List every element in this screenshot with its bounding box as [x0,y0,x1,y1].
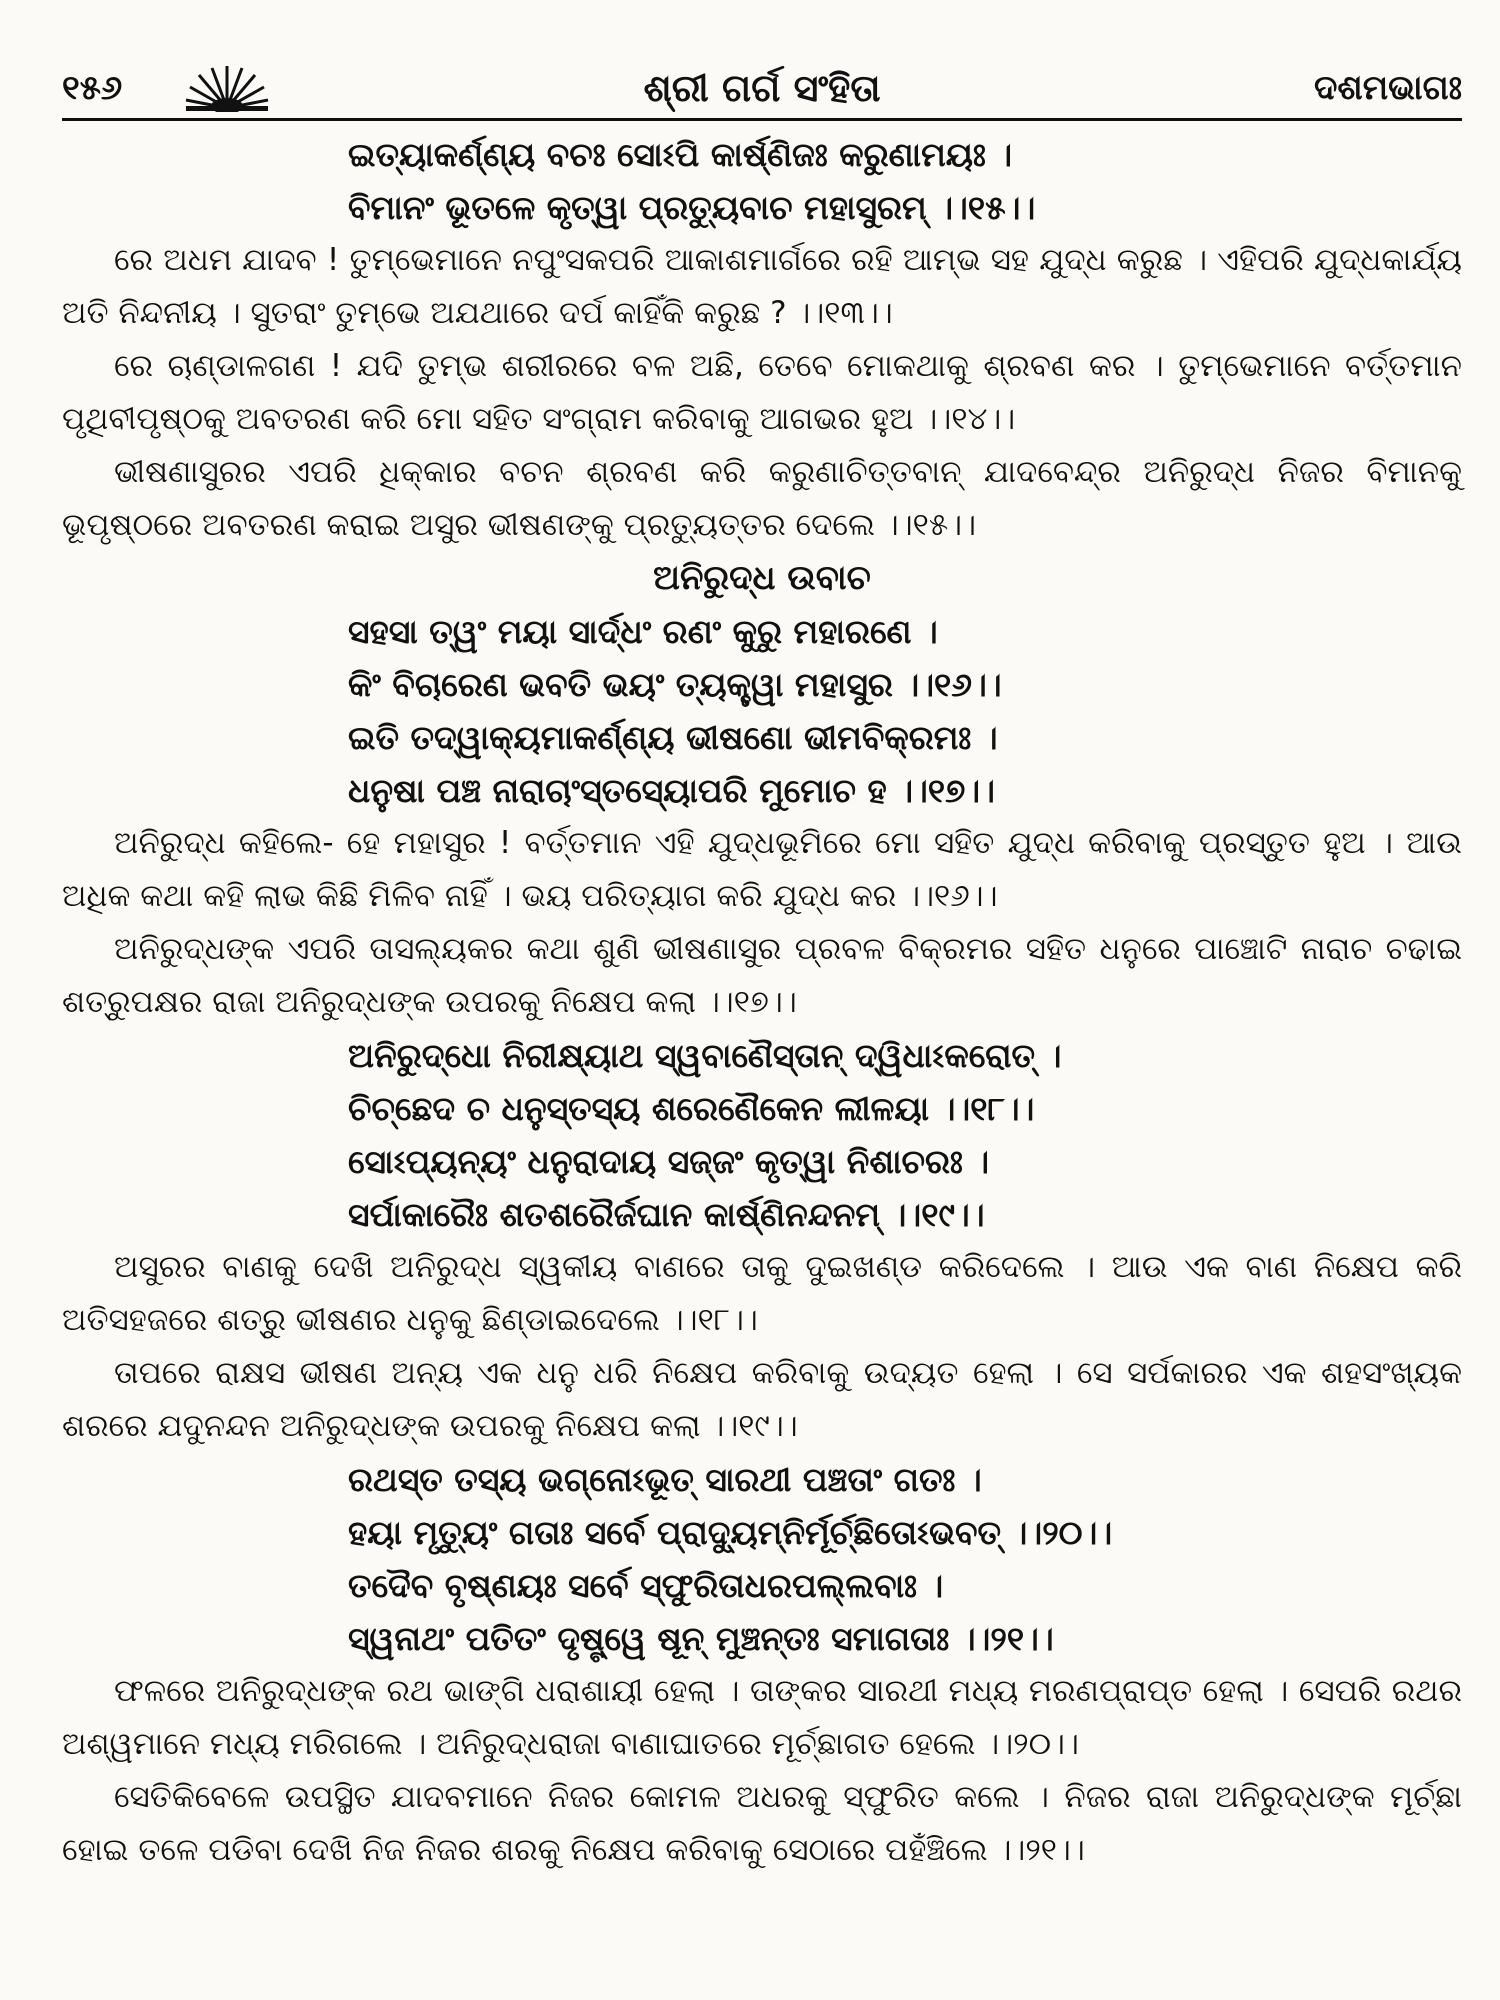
verse-line: ଧନୁଷା ପଞ୍ଚ ନାରାଚାଂସ୍ତସ୍ୟୋପରି ମୁମୋଚ ହ ।।୧୭।। [348,771,995,810]
prose-paragraph: ରେ ଚାଣ୍ଡାଳଗଣ ! ଯଦି ତୁମ୍ଭ ଶରୀରରେ ବଳ ଅଛି, ତେବେ ମୋକଥାକୁ ଶ୍ରବଣ କର । ତୁମ୍ଭେମାନେ ବର୍ତ୍ତମାନ ପୃଥିବୀପୃଷ୍ଠକୁ ଅବତରଣ କରି ମୋ ସହିତ ସଂଗ୍ରାମ କରିବାକୁ ଆଗଭର ହୁଅ ।।୧୪।। [62,348,1462,437]
prose-paragraph: ଫଳରେ ଅନିରୁଦ୍ଧଙ୍କ ରଥ ଭାଙ୍ଗି ଧରାଶାୟୀ ହେଲା । ତାଙ୍କର ସାରଥୀ ମଧ୍ୟ ମରଣପ୍ରାପ୍ତ ହେଲା । ସେପରି ରଥର ଅଶ୍ୱମାନେ ମଧ୍ୟ ମରିଗଲେ । ଅନିରୁଦ୍ଧରାଜା ବାଣାଘାତରେ ମୂର୍ଚ୍ଛାଗତ ହେଲେ ।।୨୦।। [62,1673,1462,1762]
verse-line: ଅନିରୁଦ୍ଧୋ ନିରୀକ୍ଷ୍ୟାଥ ସ୍ୱବାଣୈସ୍ତାନ୍ ଦ୍ୱିଧାଽକରୋତ୍ । [348,1036,1062,1075]
prose-paragraph: ଅନିରୁଦ୍ଧଙ୍କ ଏପରି ତାସଲ୍ୟକର କଥା ଶୁଣି ଭୀଷଣାସୁର ପ୍ରବଳ ବିକ୍ରମର ସହିତ ଧନୁରେ ପାଞ୍ଚୋଟି ନାରାଚ ଚଢାଇ ଶତ୍ରୁପକ୍ଷର ରାଜା ଅନିରୁଦ୍ଧଙ୍କ ଉପରକୁ ନିକ୍ଷେପ କଲା ।।୧୭।। [62,931,1462,1020]
page-body [62,128,1462,1877]
prose-paragraph: ଅନିରୁଦ୍ଧ କହିଲେ- ହେ ମହାସୁର ! ବର୍ତ୍ତମାନ ଏହି ଯୁଦ୍ଧଭୂମିରେ ମୋ ସହିତ ଯୁଦ୍ଧ କରିବାକୁ ପ୍ରସ୍ତୁତ ହୁଅ । ଆଉ ଅଧିକ କଥା କହି ଲାଭ କିଛି ମିଳିବ ନାହିଁ । ଭୟ ପରିତ୍ୟାଗ କରି ଯୁଦ୍ଧ କର ।।୧୬।। [62,825,1462,914]
verse-line: ସ୍ୱନାଥଂ ପତିତଂ ଦୃଷ୍ଟ୍ୱେ ଷୂନ୍ ମୁଞ୍ଚନ୍ତଃ ସମାଗତାଃ ।।୨୧।। [348,1619,1054,1658]
verse-line: ସୋଽପ୍ୟନ୍ୟଂ ଧନୁରାଦାୟ ସଜ୍ଜଂ କୃତ୍ୱା ନିଶାଚରଃ । [348,1142,990,1181]
verse-line: ଇତ୍ୟାକର୍ଣ୍ଣ୍ୟ ବଚଃ ସୋଽପି କାର୍ଷ୍ଣିଜଃ କରୁଣାମୟଃ । [348,135,1013,174]
verse-line: କିଂ ବିଚାରେଣ ଭବତି ଭୟଂ ତ୍ୟକ୍ତ୍ୱା ମହାସୁର ।।୧୬।। [348,665,1002,704]
verse-line: ବିମାନଂ ଭୂତଳେ କୃତ୍ୱା ପ୍ରତ୍ୟୁବାଚ ମହାସୁରମ୍ ।।୧୫।। [348,188,1036,227]
page-number: ୧୫୬ [62,68,123,108]
verse-line: ରଥସ୍ତ ତସ୍ୟ ଭଗ୍ନୋଽଭୂତ୍ ସାରଥୀ ପଞ୍ଚତାଂ ଗତଃ । [348,1460,982,1499]
page-header [62,62,1462,121]
prose-paragraph: ତାପରେ ରାକ୍ଷସ ଭୀଷଣ ଅନ୍ୟ ଏକ ଧନୁ ଧରି ନିକ୍ଷେପ କରିବାକୁ ଉଦ୍ୟତ ହେଲା । ସେ ସର୍ପକାରର ଏକ ଶହସଂଖ୍ୟକ ଶରରେ ଯଦୁନନ୍ଦନ ଅନିରୁଦ୍ଧଙ୍କ ଉପରକୁ ନିକ୍ଷେପ କଲା ।।୧୯।। [62,1355,1462,1444]
verse-line: ସହସା ତ୍ୱଂ ମୟା ସାର୍ଦ୍ଧଂ ରଣଂ କୁରୁ ମହାରଣେ । [348,612,938,651]
verse-line: ଚିଚ୍ଛେଦ ଚ ଧନୁସ୍ତସ୍ୟ ଶରେଣୈକେନ ଲୀଳୟା ।।୧୮।। [348,1089,1035,1128]
part-name: ଦଶମଭାଗଃ [1314,68,1462,108]
verse-line: ତଦୈବ ବୃଷ୍ଣୟଃ ସର୍ବେ ସ୍ଫୁରିତାଧରପଲ୍ଲବାଃ । [348,1566,944,1605]
prose-paragraph: ଭୀଷଣାସୁରର ଏପରି ଧିକ୍କାର ବଚନ ଶ୍ରବଣ କରି କରୁଣାଚିତ୍ତବାନ୍ ଯାଦବେନ୍ଦ୍ର ଅନିରୁଦ୍ଧ ନିଜର ବିମାନକୁ ଭୂପୃଷ୍ଠରେ ଅବତରଣ କରାଇ ଅସୁର ଭୀଷଣଙ୍କୁ ପ୍ରତ୍ୟୁତ୍ତର ଦେଲେ ।।୧୫।। [62,454,1462,543]
verse-line: ଇତି ତଦ୍ୱାକ୍ୟମାକର୍ଣ୍ଣ୍ୟ ଭୀଷଣୋ ଭୀମବିକ୍ରମଃ । [348,718,998,757]
verse-line: ସର୍ପାକାରୈଃ ଶତଶରୈର୍ଜଘାନ କାର୍ଷ୍ଣିନନ୍ଦନମ୍ ।।୧୯।। [348,1195,985,1234]
verse-line: ହୟା ମୃତ୍ୟୁଂ ଗତାଃ ସର୍ବେ ପ୍ରାଦ୍ୟୁମ୍ନିର୍ମୂର୍ଚ୍ଛିତୋଽଭବତ୍ ।।୨୦।। [348,1513,1113,1552]
speaker-heading: ଅନିରୁଦ୍ଧ ଉବାଚ [653,558,871,598]
prose-paragraph: ଅସୁରର ବାଣକୁ ଦେଖି ଅନିରୁଦ୍ଧ ସ୍ୱକୀୟ ବାଣରେ ତାକୁ ଦୁଇଖଣ୍ଡ କରିଦେଲେ । ଆଉ ଏକ ବାଣ ନିକ୍ଷେପ କରି ଅତିସହଜରେ ଶତ୍ରୁ ଭୀଷଣର ଧନୁକୁ ଛିଣ୍ଡାଇଦେଲେ ।।୧୮।। [62,1249,1462,1338]
prose-paragraph: ରେ ଅଧମ ଯାଦବ ! ତୁମ୍ଭେମାନେ ନପୁଂସକପରି ଆକାଶମାର୍ଗରେ ରହି ଆମ୍ଭ ସହ ଯୁଦ୍ଧ କରୁଛ । ଏହିପରି ଯୁଦ୍ଧକାର୍ଯ୍ୟ ଅତି ନିନ୍ଦନୀୟ । ସୁତରାଂ ତୁମ୍ଭେ ଅଯଥାରେ ଦର୍ପ କାହିଁକି କରୁଛ ? ।।୧୩।। [62,242,1462,331]
prose-paragraph: ସେତିକିବେଳେ ଉପସ୍ଥିତ ଯାଦବମାନେ ନିଜର କୋମଳ ଅଧରକୁ ସ୍ଫୁରିତ କଲେ । ନିଜର ରାଜା ଅନିରୁଦ୍ଧଙ୍କ ମୂର୍ଚ୍ଛା ହୋଇ ତଳେ ପଡିବା ଦେଖି ନିଜ ନିଜର ଶରକୁ ନିକ୍ଷେପ କରିବାକୁ ସେଠାରେ ପହଁଞ୍ଚିଲେ ।।୨୧।। [62,1779,1462,1868]
running-title: ଶ୍ରୀ ଗର୍ଗ ସଂହିତା [643,66,881,110]
